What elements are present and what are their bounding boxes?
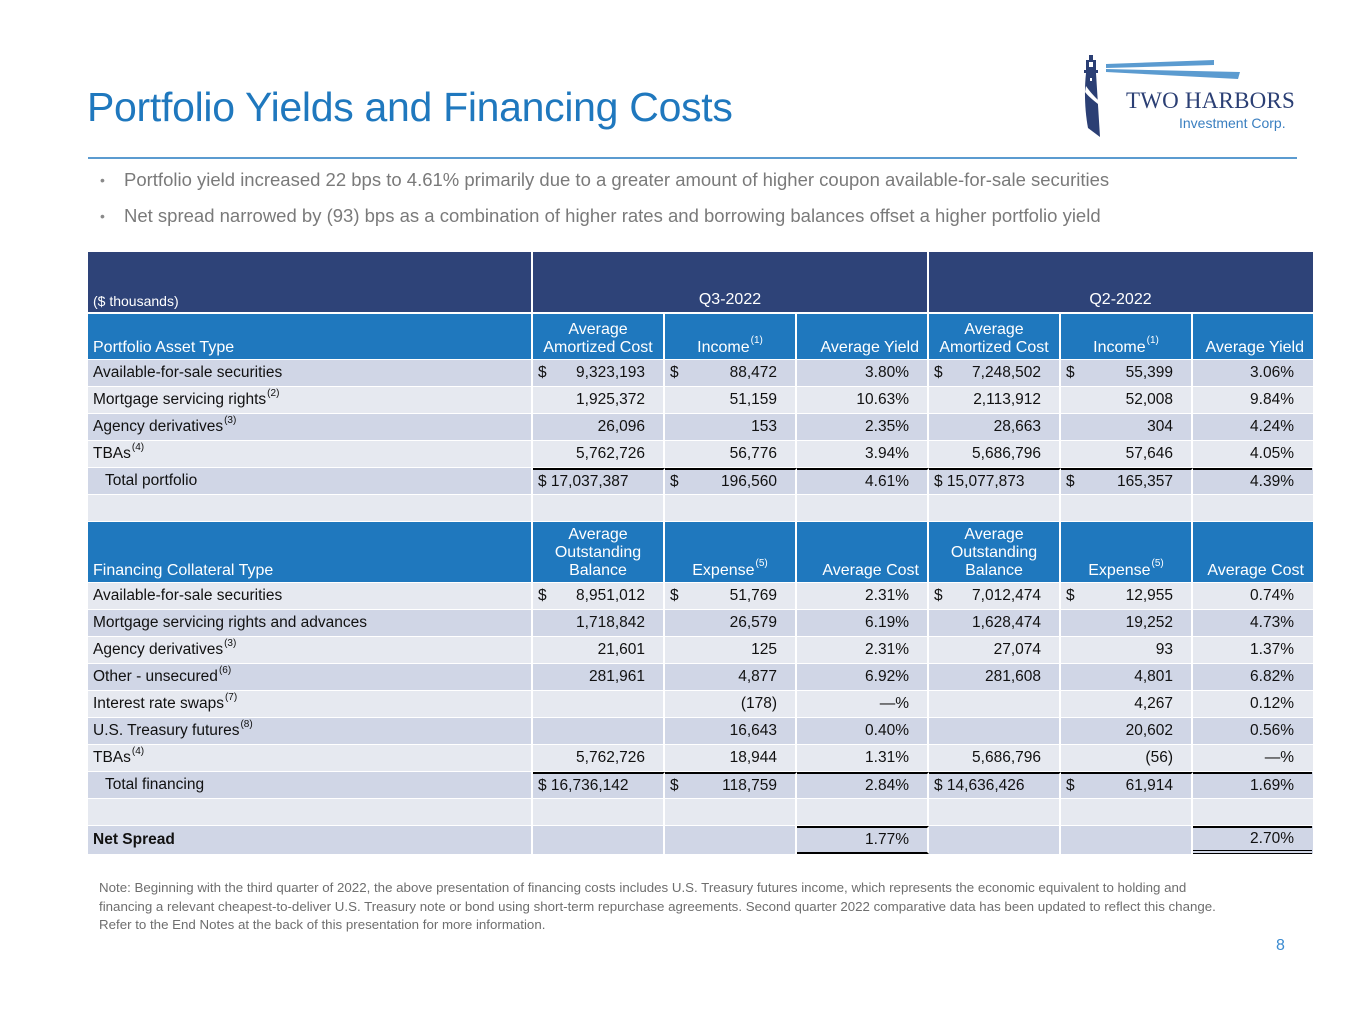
- q2-rate-cell: 4.73%: [1250, 614, 1294, 631]
- col-amortized-cost: Average Amortized Cost: [533, 314, 665, 359]
- q3-amount-cell: 21,601: [533, 637, 665, 663]
- q3-income-expense-cell: 56,776: [665, 441, 797, 467]
- q2-amount-cell: $ 7,248,502: [929, 360, 1061, 386]
- q3-amount-cell: 1,925,372: [533, 387, 665, 413]
- bullet-item: • Portfolio yield increased 22 bps to 4.61% primarily due to a greater amount of higher coupon available-for-sale securities: [100, 167, 1109, 203]
- q2-income-expense-cell: $ 12,955: [1061, 583, 1193, 609]
- q3-rate-cell: 6.92%: [797, 664, 929, 690]
- period-q3: Q3-2022: [533, 252, 929, 312]
- col-outstanding-balance: Average Outstanding Balance: [533, 522, 665, 582]
- q2-amount-cell: [929, 691, 1061, 717]
- q3-amount-cell: [533, 691, 665, 717]
- period-q2: Q2-2022: [1089, 291, 1152, 308]
- col-income: Income (1): [665, 314, 797, 359]
- row-label: Total portfolio: [88, 468, 533, 494]
- units-label: ($ thousands): [88, 252, 533, 312]
- col-amortized-cost: Average Amortized Cost: [929, 314, 1061, 359]
- q2-income-expense-cell: $ 165,357: [1061, 468, 1193, 494]
- logo-name: TWO HARBORS: [1126, 88, 1295, 113]
- row-label: Mortgage servicing rights and advances: [88, 610, 533, 636]
- q2-amount-cell: 5,686,796: [929, 745, 1061, 771]
- portfolio-type-header: Portfolio Asset Type: [88, 314, 533, 359]
- table-row: [88, 744, 1313, 771]
- q3-amount-cell: [533, 718, 665, 744]
- q2-rate-cell: 4.24%: [1250, 418, 1294, 435]
- q2-income-expense-cell: (56): [1061, 745, 1193, 771]
- q3-income-expense-cell: 125: [665, 637, 797, 663]
- q2-rate-cell: 9.84%: [1250, 391, 1294, 408]
- q3-rate-cell: 3.94%: [797, 441, 929, 467]
- footnote: Note: Beginning with the third quarter of 2022, the above presentation of financing costs includes U.S. Treasury futures income, which represents the economic equivalent to holding and financing a relevant cheapest-to-deliver U.S. Treasury note or bond using short-term repurchase agreements. Second quarter 2022 comparative data has been updated to reflect this change. Refer to the End Notes at the back of this presentation for more information.: [99, 880, 1216, 932]
- table-row: [88, 717, 1313, 744]
- q3-amount-cell: $ 16,736,142: [533, 772, 665, 798]
- q3-rate-cell: 2.31%: [797, 583, 929, 609]
- q3-amount-cell: $ 9,323,193: [533, 360, 665, 386]
- q2-amount-cell: $ 14,636,426: [929, 772, 1061, 798]
- q2-rate-cell: 0.74%: [1250, 587, 1294, 604]
- financing-type-header: Financing Collateral Type: [88, 522, 533, 582]
- q2-income-expense-cell: 57,646: [1061, 441, 1193, 467]
- q2-amount-cell: $ 7,012,474: [929, 583, 1061, 609]
- q3-amount-cell: 5,762,726: [533, 441, 665, 467]
- row-label: U.S. Treasury futures (8): [88, 718, 533, 744]
- q2-rate-cell: 0.12%: [1250, 695, 1294, 712]
- q3-amount-cell: $ 8,951,012: [533, 583, 665, 609]
- q3-rate-cell: 2.84%: [797, 772, 929, 798]
- table-row: [88, 440, 1313, 467]
- col-average-cost: Average Cost: [1207, 562, 1304, 579]
- q3-amount-cell: 281,961: [533, 664, 665, 690]
- q2-income-expense-cell: 52,008: [1061, 387, 1193, 413]
- q3-income-expense-cell: 51,159: [665, 387, 797, 413]
- spacer-row: [88, 798, 1313, 825]
- row-label: Total financing: [88, 772, 533, 798]
- q2-rate-cell: 3.06%: [1250, 364, 1294, 381]
- logo-subtitle: Investment Corp.: [1179, 115, 1286, 131]
- q2-income-expense-cell: 19,252: [1061, 610, 1193, 636]
- q3-income-expense-cell: (178): [665, 691, 797, 717]
- spacer-row: [88, 494, 1313, 521]
- col-average-yield: Average Yield: [797, 314, 929, 359]
- net-spread-label: Net Spread: [88, 826, 533, 854]
- q2-amount-cell: [929, 718, 1061, 744]
- q2-amount-cell: 2,113,912: [929, 387, 1061, 413]
- q3-income-expense-cell: $ 196,560: [665, 468, 797, 494]
- q2-amount-cell: 28,663: [929, 414, 1061, 440]
- q2-amount-cell: 281,608: [929, 664, 1061, 690]
- net-spread-q3: 1.77%: [797, 826, 929, 854]
- q3-amount-cell: $ 17,037,387: [533, 468, 665, 494]
- net-spread-q2: 2.70%: [1193, 826, 1312, 854]
- row-label: Agency derivatives (3): [88, 637, 533, 663]
- q3-amount-cell: 1,718,842: [533, 610, 665, 636]
- company-logo: [1078, 52, 1306, 142]
- q2-rate-cell: 1.69%: [1193, 772, 1312, 798]
- q2-income-expense-cell: 304: [1061, 414, 1193, 440]
- table-row: [88, 609, 1313, 636]
- bullet-item: • Net spread narrowed by (93) bps as a combination of higher rates and borrowing balances offset a higher portfolio yield: [100, 203, 1109, 239]
- q2-rate-cell: 4.05%: [1250, 445, 1294, 462]
- q3-rate-cell: 6.19%: [797, 610, 929, 636]
- table-row: [88, 582, 1313, 609]
- q3-rate-cell: 3.80%: [797, 360, 929, 386]
- q3-amount-cell: 5,762,726: [533, 745, 665, 771]
- q3-income-expense-cell: $ 88,472: [665, 360, 797, 386]
- q3-income-expense-cell: $ 118,759: [665, 772, 797, 798]
- q2-rate-cell: 6.82%: [1250, 668, 1294, 685]
- table-period-header: [88, 252, 1313, 312]
- q3-income-expense-cell: 153: [665, 414, 797, 440]
- q2-income-expense-cell: 20,602: [1061, 718, 1193, 744]
- q3-rate-cell: 1.31%: [797, 745, 929, 771]
- row-label: Available-for-sale securities: [88, 360, 533, 386]
- q3-rate-cell: 0.40%: [797, 718, 929, 744]
- row-label: Other - unsecured (6): [88, 664, 533, 690]
- q2-rate-cell: 0.56%: [1250, 722, 1294, 739]
- q2-income-expense-cell: 93: [1061, 637, 1193, 663]
- col-expense: Expense (5): [1061, 522, 1193, 582]
- page-number: 8: [1276, 937, 1285, 954]
- table-row: [88, 690, 1313, 717]
- q2-income-expense-cell: 4,801: [1061, 664, 1193, 690]
- col-outstanding-balance: Average Outstanding Balance: [929, 522, 1061, 582]
- row-label: Available-for-sale securities: [88, 583, 533, 609]
- row-label: TBAs (4): [88, 745, 533, 771]
- q2-income-expense-cell: $ 55,399: [1061, 360, 1193, 386]
- row-label: Agency derivatives (3): [88, 414, 533, 440]
- table-row: [88, 663, 1313, 690]
- table-row: [88, 359, 1313, 386]
- q3-income-expense-cell: 4,877: [665, 664, 797, 690]
- q3-rate-cell: 4.61%: [797, 468, 929, 494]
- q3-income-expense-cell: 16,643: [665, 718, 797, 744]
- q3-rate-cell: 2.31%: [797, 637, 929, 663]
- q3-rate-cell: 2.35%: [797, 414, 929, 440]
- q2-amount-cell: $ 15,077,873: [929, 468, 1061, 494]
- bullet-icon: •: [100, 172, 105, 188]
- col-income: Income (1): [1061, 314, 1193, 359]
- col-average-cost: Average Cost: [797, 522, 929, 582]
- q2-income-expense-cell: 4,267: [1061, 691, 1193, 717]
- bullet-icon: •: [100, 208, 105, 224]
- q2-rate-cell: —%: [1264, 749, 1294, 766]
- q2-rate-cell: 4.39%: [1193, 468, 1312, 494]
- q3-income-expense-cell: 18,944: [665, 745, 797, 771]
- q2-rate-cell: 1.37%: [1250, 641, 1294, 658]
- q2-amount-cell: 1,628,474: [929, 610, 1061, 636]
- col-average-yield: Average Yield: [1205, 339, 1304, 356]
- row-label: Mortgage servicing rights (2): [88, 387, 533, 413]
- page-title: Portfolio Yields and Financing Costs: [87, 84, 733, 130]
- row-label: Interest rate swaps (7): [88, 691, 533, 717]
- financing-total-row: [88, 771, 1313, 798]
- q3-income-expense-cell: 26,579: [665, 610, 797, 636]
- q2-amount-cell: 27,074: [929, 637, 1061, 663]
- table-row: [88, 636, 1313, 663]
- row-label: TBAs (4): [88, 441, 533, 467]
- table-row: [88, 413, 1313, 440]
- q2-income-expense-cell: $ 61,914: [1061, 772, 1193, 798]
- title-divider: [88, 157, 1297, 159]
- q3-rate-cell: —%: [797, 691, 929, 717]
- col-expense: Expense (5): [665, 522, 797, 582]
- q3-amount-cell: 26,096: [533, 414, 665, 440]
- table-row: [88, 386, 1313, 413]
- financing-header-row: [88, 520, 1313, 582]
- q2-amount-cell: 5,686,796: [929, 441, 1061, 467]
- summary-bullets: [100, 167, 1109, 239]
- q3-income-expense-cell: $ 51,769: [665, 583, 797, 609]
- portfolio-header-row: [88, 312, 1313, 359]
- net-spread-row: [88, 825, 1313, 854]
- q3-rate-cell: 10.63%: [797, 387, 929, 413]
- portfolio-total-row: [88, 467, 1313, 494]
